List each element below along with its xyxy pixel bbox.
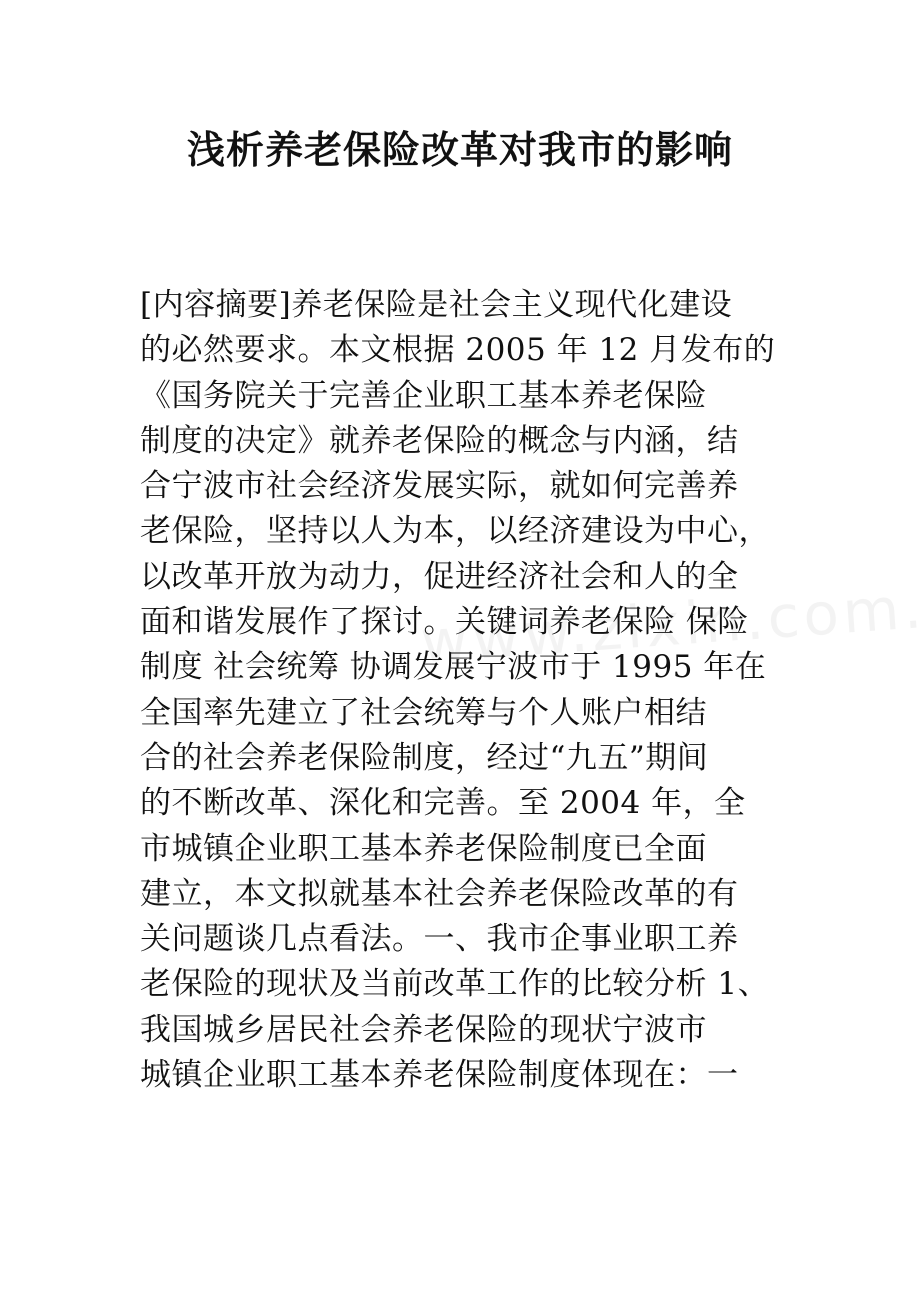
- body-line: 制度的决定》就养老保险的概念与内涵，结: [140, 422, 739, 459]
- body-line: 市城镇企业职工基本养老保险制度已全面: [140, 830, 707, 867]
- body-line: 我国城乡居民社会养老保险的现状宁波市: [140, 1011, 707, 1048]
- body-line: 制度 社会统筹 协调发展宁波市于 1995 年在: [140, 649, 767, 686]
- body-line: [内容摘要]养老保险是社会主义现代化建设: [140, 287, 733, 323]
- body-line: 《国务院关于完善企业职工基本养老保险: [140, 377, 707, 414]
- body-line: 全国率先建立了社会统筹与个人账户相结: [140, 694, 707, 731]
- document-title: 浅析养老保险改革对我市的影响: [186, 128, 733, 172]
- body-line: 老保险，坚持以人为本，以经济建设为中心，: [140, 513, 770, 550]
- body-line: 老保险的现状及当前改革工作的比较分析 1、: [140, 966, 770, 1003]
- body-line: 城镇企业职工基本养老保险制度体现在：一: [140, 1057, 739, 1094]
- body-line: 以改革开放为动力，促进经济社会和人的全: [140, 558, 739, 595]
- body-line: 关问题谈几点看法。一、我市企事业职工养: [140, 921, 739, 958]
- body-line: 建立，本文拟就基本社会养老保险改革的有: [140, 875, 739, 912]
- document-body: [140, 283, 790, 1098]
- body-line: 的必然要求。本文根据 2005 年 12 月发布的: [140, 332, 776, 369]
- body-line: 的不断改革、深化和完善。至 2004 年，全: [140, 785, 746, 822]
- body-line: 合的社会养老保险制度，经过“九五”期间: [140, 739, 709, 776]
- body-line: 合宁波市社会经济发展实际，就如何完善养: [140, 468, 739, 505]
- body-line: 面和谐发展作了探讨。关键词养老保险 保险: [140, 604, 749, 641]
